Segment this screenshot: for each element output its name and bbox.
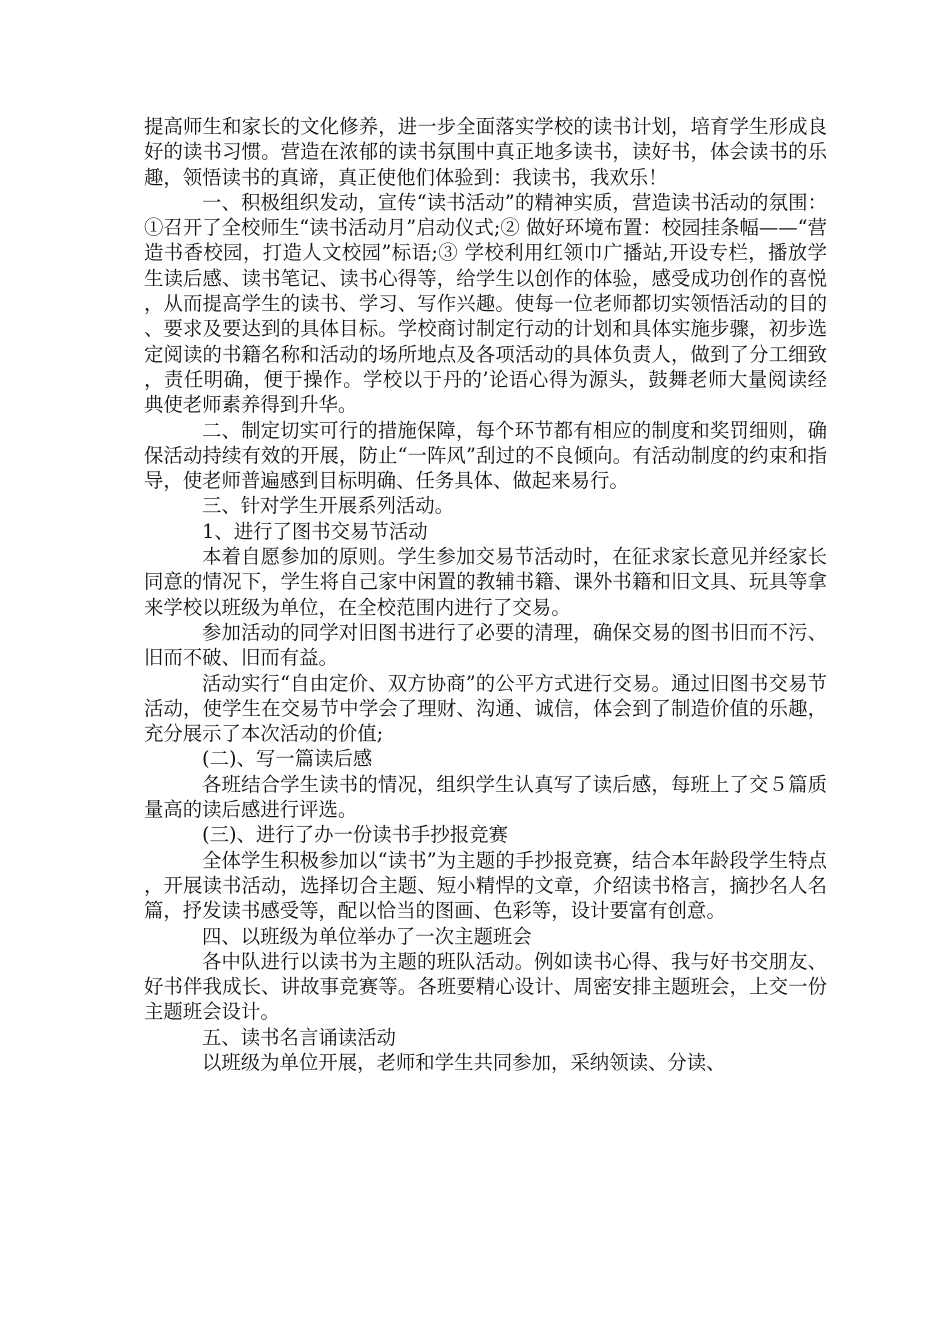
- document-body: [144, 114, 827, 1075]
- section-heading: 四、以班级为单位举办了一次主题班会: [202, 924, 532, 948]
- paragraph: 一、积极组织发动，宣传“读书活动”的精神实质，营造读书活动的氛围：①召开了全校师生“读书活动月”启动仪式;② 做好环境布置：校园挂条幅——“营造书香校园，打造人文校园”标语;③ 学校利用红领巾广播站,开设专栏，播放学生读后感、读书笔记、读书心得等，给学生以创作的体验，感受成功创作的喜悦，从而提高学生的读书、学习、写作兴趣。使每一位老师都切实领悟活动的目的、要求及要达到的具体目标。学校商讨制定行动的计划和具体实施步骤，初步选定阅读的书籍名称和活动的场所地点及各项活动的具体负责人，做到了分工细致，责任明确，便于操作。学校以于丹的’论语心得为源头，鼓舞老师大量阅读经典使老师素养得到升华。: [144, 190, 827, 417]
- paragraph: 全体学生积极参加以“读书”为主题的手抄报竞赛，结合本年龄段学生特点，开展读书活动，选择切合主题、短小精悍的文章，介绍读书格言，摘抄名人名篇，抒发读书感受等，配以恰当的图画、色彩等，设计要富有创意。: [144, 848, 827, 923]
- paragraph: 参加活动的同学对旧图书进行了必要的清理，确保交易的图书旧而不污、旧而不破、旧而有益。: [144, 620, 827, 670]
- paragraph: 二、制定切实可行的措施保障，每个环节都有相应的制度和奖罚细则，确保活动持续有效的开展，防止“一阵风”刮过的不良倾向。有活动制度的约束和指导，使老师普遍感到目标明确、任务具体、做起来易行。: [144, 418, 827, 493]
- paragraph: 提高师生和家长的文化修养，进一步全面落实学校的读书计划，培育学生形成良好的读书习惯。营造在浓郁的读书氛围中真正地多读书，读好书，体会读书的乐趣，领悟读书的真谛，真正使他们体验到：我读书，我欢乐！: [144, 115, 827, 189]
- paragraph: 各中队进行以读书为主题的班队活动。例如读书心得、我与好书交朋友、好书伴我成长、讲故事竞赛等。各班要精心设计、周密安排主题班会，上交一份主题班会设计。: [144, 949, 827, 1024]
- subsection-heading: (二)、写一篇读后感: [202, 747, 373, 771]
- section-heading: 五、读书名言诵读活动: [202, 1025, 396, 1049]
- paragraph: 活动实行“自由定价、双方协商”的公平方式进行交易。通过旧图书交易节活动，使学生在交易节中学会了理财、沟通、诚信，体会到了制造价值的乐趣，充分展示了本次活动的价值;: [144, 671, 827, 746]
- paragraph: 以班级为单位开展，老师和学生共同参加，采纳领读、分读、: [202, 1050, 726, 1074]
- paragraph: 本着自愿参加的原则。学生参加交易节活动时，在征求家长意见并经家长同意的情况下，学生将自己家中闲置的教辅书籍、课外书籍和旧文具、玩具等拿来学校以班级为单位，在全校范围内进行了交易。: [144, 545, 827, 619]
- subsection-heading: 1、进行了图书交易节活动: [202, 519, 428, 543]
- paragraph: 各班结合学生读书的情况，组织学生认真写了读后感，每班上了交５篇质量高的读后感进行评选。: [144, 772, 827, 822]
- document-page: [144, 0, 827, 1344]
- subsection-heading: (三)、进行了办一份读书手抄报竞赛: [202, 823, 508, 847]
- section-heading: 三、针对学生开展系列活动。: [202, 494, 455, 518]
